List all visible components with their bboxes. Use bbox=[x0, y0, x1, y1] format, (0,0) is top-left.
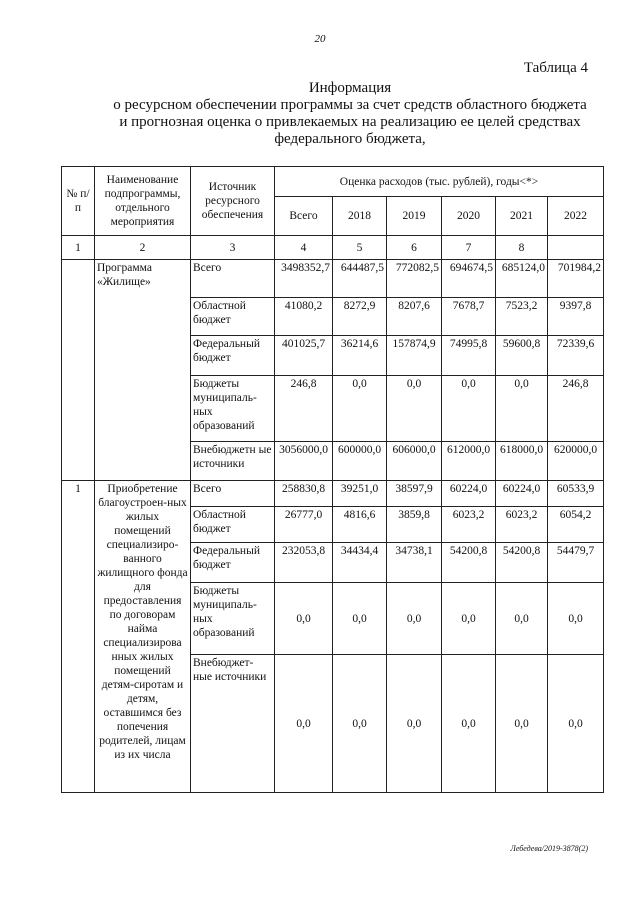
value-cell: 0,0 bbox=[548, 655, 604, 793]
header-estimate: Оценка расходов (тыс. рублей), годы<*> bbox=[275, 167, 604, 197]
value-cell: 258830,8 bbox=[275, 481, 333, 507]
value-cell: 246,8 bbox=[548, 376, 604, 442]
value-cell: 8272,9 bbox=[333, 298, 387, 336]
table-label: Таблица 4 bbox=[523, 60, 588, 76]
source-label: Всего bbox=[191, 260, 275, 298]
index-cell: 4 bbox=[275, 236, 333, 260]
value-cell: 36214,6 bbox=[333, 336, 387, 376]
value-cell: 34738,1 bbox=[387, 543, 442, 583]
value-cell: 34434,4 bbox=[333, 543, 387, 583]
heading-line: Информация bbox=[308, 80, 392, 96]
header-name: Наименование подпрограммы, отдельного мероприятия bbox=[95, 167, 191, 236]
value-cell: 0,0 bbox=[442, 655, 496, 793]
value-cell: 26777,0 bbox=[275, 507, 333, 543]
value-cell: 41080,2 bbox=[275, 298, 333, 336]
value-cell: 0,0 bbox=[387, 583, 442, 655]
header-year: 2018 bbox=[333, 197, 387, 236]
heading-line: и прогнозная оценка о привлекаемых на реализацию ее целей средствах bbox=[119, 114, 581, 130]
index-cell: 3 bbox=[191, 236, 275, 260]
source-label: Федеральный бюджет bbox=[191, 336, 275, 376]
value-cell: 7678,7 bbox=[442, 298, 496, 336]
value-cell: 772082,5 bbox=[387, 260, 442, 298]
source-label: Бюджеты муниципаль-ных образований bbox=[191, 376, 275, 442]
value-cell: 0,0 bbox=[442, 583, 496, 655]
header-year: Всего bbox=[275, 197, 333, 236]
value-cell: 4816,6 bbox=[333, 507, 387, 543]
value-cell: 39251,0 bbox=[333, 481, 387, 507]
index-cell: 7 bbox=[442, 236, 496, 260]
value-cell: 618000,0 bbox=[496, 442, 548, 481]
value-cell: 9397,8 bbox=[548, 298, 604, 336]
header-year: 2019 bbox=[387, 197, 442, 236]
value-cell: 60533,9 bbox=[548, 481, 604, 507]
value-cell: 3859,8 bbox=[387, 507, 442, 543]
index-cell: 5 bbox=[333, 236, 387, 260]
value-cell: 401025,7 bbox=[275, 336, 333, 376]
header-source: Источник ресурсного обеспечения bbox=[191, 167, 275, 236]
value-cell: 232053,8 bbox=[275, 543, 333, 583]
subprogram-name: Приобретение благоустроен-ных жилых помещений специализиро-ванного жилищного фонда для предоставления по договорам найма специализирова нных жилых помещений детям-сиротам и детям, оставшимся без попечения родителей, лицам из их числа bbox=[95, 481, 191, 793]
value-cell: 0,0 bbox=[496, 376, 548, 442]
value-cell: 0,0 bbox=[275, 655, 333, 793]
value-cell: 54200,8 bbox=[442, 543, 496, 583]
value-cell: 0,0 bbox=[275, 583, 333, 655]
value-cell: 54479,7 bbox=[548, 543, 604, 583]
value-cell: 72339,6 bbox=[548, 336, 604, 376]
value-cell: 0,0 bbox=[548, 583, 604, 655]
value-cell: 0,0 bbox=[333, 583, 387, 655]
heading-line: о ресурсном обеспечении программы за счет средств областного бюджета bbox=[113, 97, 587, 113]
source-label: Внебюджетн ые источники bbox=[191, 442, 275, 481]
index-cell: 1 bbox=[62, 236, 95, 260]
value-cell: 60224,0 bbox=[496, 481, 548, 507]
value-cell: 60224,0 bbox=[442, 481, 496, 507]
header-year: 2020 bbox=[442, 197, 496, 236]
index-cell bbox=[548, 236, 604, 260]
source-label: Областной бюджет bbox=[191, 507, 275, 543]
value-cell: 0,0 bbox=[387, 655, 442, 793]
index-cell: 6 bbox=[387, 236, 442, 260]
value-cell: 0,0 bbox=[333, 376, 387, 442]
value-cell: 3056000,0 bbox=[275, 442, 333, 481]
index-cell: 8 bbox=[496, 236, 548, 260]
source-label: Внебюджет-ные источники bbox=[191, 655, 275, 793]
value-cell: 620000,0 bbox=[548, 442, 604, 481]
document-id: Лебедева/2019-3878(2) bbox=[510, 844, 588, 853]
source-label: Бюджеты муниципаль-ных образований bbox=[191, 583, 275, 655]
source-label: Федеральный бюджет bbox=[191, 543, 275, 583]
value-cell: 0,0 bbox=[496, 655, 548, 793]
row-number: 1 bbox=[62, 481, 95, 793]
value-cell: 6054,2 bbox=[548, 507, 604, 543]
value-cell: 38597,9 bbox=[387, 481, 442, 507]
source-label: Областной бюджет bbox=[191, 298, 275, 336]
row-number bbox=[62, 260, 95, 481]
program-name: Программа «Жилище» bbox=[95, 260, 191, 481]
value-cell: 3498352,7 bbox=[275, 260, 333, 298]
value-cell: 59600,8 bbox=[496, 336, 548, 376]
value-cell: 606000,0 bbox=[387, 442, 442, 481]
value-cell: 54200,8 bbox=[496, 543, 548, 583]
resource-table bbox=[61, 166, 604, 793]
source-label: Всего bbox=[191, 481, 275, 507]
index-cell: 2 bbox=[95, 236, 191, 260]
value-cell: 0,0 bbox=[333, 655, 387, 793]
header-year: 2022 bbox=[548, 197, 604, 236]
value-cell: 694674,5 bbox=[442, 260, 496, 298]
value-cell: 157874,9 bbox=[387, 336, 442, 376]
value-cell: 600000,0 bbox=[333, 442, 387, 481]
table-row bbox=[62, 481, 604, 507]
value-cell: 644487,5 bbox=[333, 260, 387, 298]
value-cell: 0,0 bbox=[442, 376, 496, 442]
value-cell: 0,0 bbox=[496, 583, 548, 655]
header-year: 2021 bbox=[496, 197, 548, 236]
value-cell: 701984,2 bbox=[548, 260, 604, 298]
value-cell: 74995,8 bbox=[442, 336, 496, 376]
heading-line: федерального бюджета, bbox=[274, 131, 426, 147]
value-cell: 612000,0 bbox=[442, 442, 496, 481]
value-cell: 7523,2 bbox=[496, 298, 548, 336]
value-cell: 6023,2 bbox=[442, 507, 496, 543]
value-cell: 0,0 bbox=[387, 376, 442, 442]
value-cell: 6023,2 bbox=[496, 507, 548, 543]
header-no: № п/п bbox=[62, 167, 95, 236]
value-cell: 246,8 bbox=[275, 376, 333, 442]
value-cell: 685124,0 bbox=[496, 260, 548, 298]
table-row bbox=[62, 260, 604, 298]
value-cell: 8207,6 bbox=[387, 298, 442, 336]
page-number: 20 bbox=[314, 33, 326, 45]
document-heading bbox=[60, 80, 640, 148]
